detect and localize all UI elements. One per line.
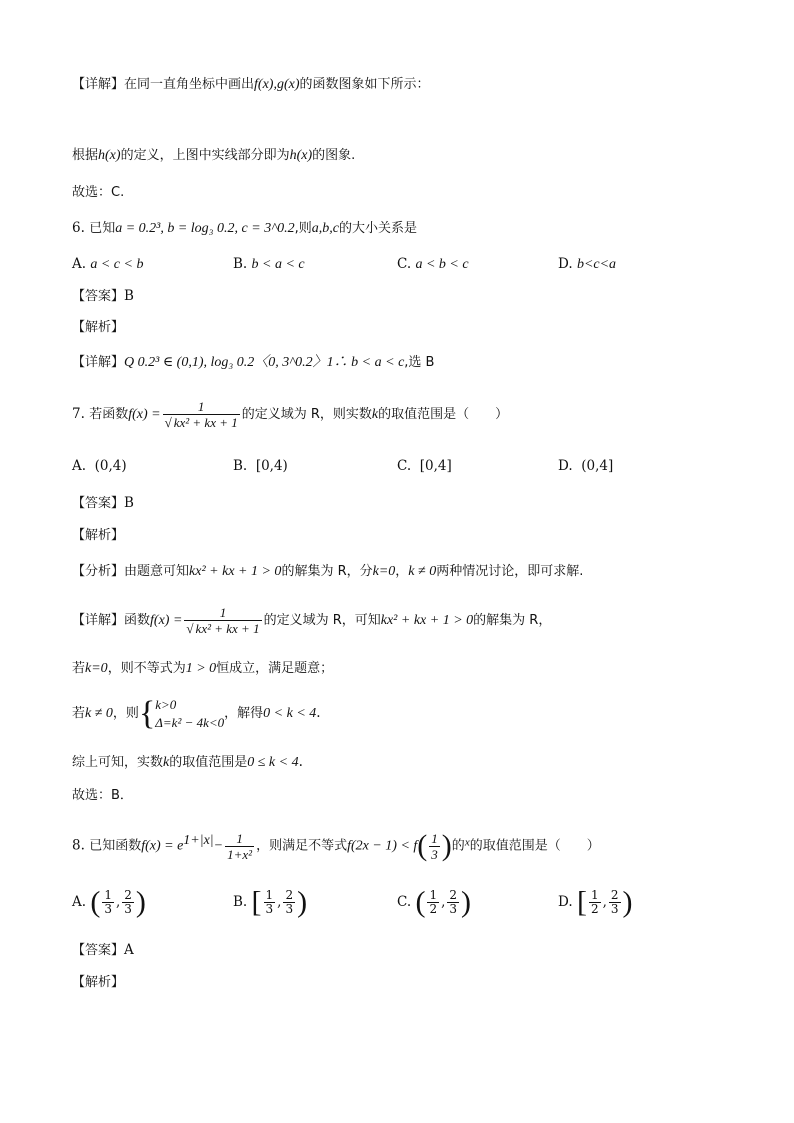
paren-right: ) — [441, 829, 452, 862]
fraction-denominator: 3 — [104, 902, 112, 916]
option-label: D. — [558, 458, 573, 474]
q7-summary — [72, 752, 303, 773]
comma: , — [273, 77, 277, 92]
option-value: [0,4) — [255, 458, 288, 474]
fraction-numerator: 2 — [285, 888, 294, 902]
interval-low — [102, 889, 114, 916]
intro-choice — [72, 182, 124, 203]
analysis-tag: 【解析】 — [72, 528, 125, 543]
detail-text-3: 的解集为 R， — [473, 613, 552, 628]
interval-low — [427, 889, 439, 916]
q8-option-d: D. [ $\frac{1}{2}$ , $\frac{2}{3}$ ) — [558, 885, 633, 919]
reason-text-3: ， — [395, 564, 409, 579]
fraction-denominator: 3 — [610, 902, 619, 916]
q8-text-4: 的取值范围是（ ） — [469, 838, 600, 854]
question-number: 6. — [72, 220, 85, 236]
fraction-numerator: 1 — [431, 830, 438, 846]
question-number: 8. — [72, 837, 85, 854]
fx-expr: f(x) — [254, 77, 274, 92]
system-brace: { — [138, 694, 156, 732]
q7-text: 若函数 — [89, 407, 129, 422]
option-value: a < b < c — [415, 257, 469, 272]
q7-option-c — [397, 456, 452, 476]
definition-line — [72, 145, 355, 166]
fraction-denominator: 3 — [265, 902, 274, 916]
system-line-1: k>0 — [155, 696, 177, 712]
hx-expr: h(x) — [98, 148, 121, 163]
q8-text-2: ，则满足不等式 — [256, 838, 348, 854]
case-k: k=0 — [85, 661, 108, 676]
intro-detail-line — [72, 74, 430, 95]
q6-detail — [72, 352, 434, 373]
interval-right: ) — [461, 885, 472, 919]
q7-text-3: 的取值范围是（ ） — [378, 407, 509, 422]
q6-option-c — [397, 254, 469, 275]
reason-text-4: 两种情况讨论，即可求解. — [436, 564, 584, 579]
interval-high — [122, 889, 134, 916]
q8-option-c: C. ( $\frac{1}{2}$ , $\frac{2}{3}$ ) — [397, 885, 472, 919]
interval-high — [609, 889, 621, 916]
case-text: 若 — [72, 661, 86, 676]
case-ineq: 1 > 0 — [185, 661, 217, 676]
fraction-denominator: 3 — [124, 902, 132, 916]
option-label: B. — [233, 458, 248, 474]
fraction-denominator: √ kx² + kx + 1 — [164, 415, 238, 430]
q7-case1 — [72, 658, 333, 679]
interval-high — [283, 889, 295, 916]
interval-low — [589, 889, 601, 916]
option-value: a < c < b — [90, 257, 144, 272]
q6-option-b — [233, 254, 305, 275]
q8-lhs: f(x) = e — [141, 838, 184, 854]
q8-option-b: B. [ $\frac{1}{3}$ , $\frac{2}{3}$ ) — [233, 885, 308, 919]
sqrt-radicand: kx² + kx + 1 — [173, 415, 238, 430]
reason-text-2: 的解集为 R，分 — [281, 564, 373, 579]
reasoning-tag: 【分析】 — [72, 564, 125, 579]
case-text-2: ，则 — [112, 706, 139, 721]
q8-text: 已知函数 — [89, 838, 142, 854]
fraction-denominator: √ kx² + kx + 1 — [186, 621, 260, 636]
option-value: b < a < c — [251, 257, 305, 272]
fraction-numerator: 1 — [265, 888, 274, 902]
fraction-denominator: 3 — [431, 846, 438, 862]
fraction-numerator: 1 — [236, 830, 243, 846]
interval-low — [264, 889, 276, 916]
q7-k: k — [371, 407, 379, 422]
option-label: B. — [233, 894, 248, 910]
fraction-numerator: 1 — [219, 605, 227, 620]
case-end: . — [316, 705, 321, 721]
q7-reasoning — [72, 561, 583, 582]
option-label: A. — [72, 256, 87, 272]
fraction-numerator: 1 — [590, 888, 599, 902]
detail-lhs: f(x) = — [150, 613, 183, 628]
q6-detail-expr: Q 0.2³ ∈ (0,1), log₃ 0.2〈0, 3^0.2〉1∴ b < a < c — [124, 355, 405, 370]
analysis-tag: 【解析】 — [72, 320, 125, 335]
inequality-system — [155, 696, 224, 732]
q6-text: 已知 — [89, 221, 116, 236]
case-text-3: 恒成立，满足题意； — [216, 661, 334, 676]
case-text-3: ，解得 — [224, 706, 264, 721]
q7-stem — [72, 396, 508, 433]
gx-expr: g(x) — [276, 77, 300, 92]
option-label: C. — [397, 458, 412, 474]
interval-right: ) — [297, 885, 308, 919]
q8-arg-fraction — [429, 831, 440, 862]
q8-fraction — [225, 831, 254, 862]
interval-right: ) — [135, 885, 146, 919]
detail-tag: 【详解】 — [72, 613, 125, 628]
q6-text-3: 的大小关系是 — [338, 221, 417, 236]
reason-text: 由题意可知 — [124, 564, 190, 579]
answer-value: A — [124, 942, 134, 958]
fraction-numerator: 1 — [104, 888, 112, 902]
q8-minus: − — [213, 838, 224, 854]
intro-text: 在同一直角坐标中画出 — [124, 77, 255, 92]
q8-exponent: 1+|x| — [183, 833, 214, 848]
q6-option-d — [558, 254, 616, 275]
option-label: D. — [558, 894, 573, 910]
interval-high — [447, 889, 459, 916]
q6-expr: a = 0.2³, b = log₃ 0.2, c = 3^0.2 — [115, 221, 295, 236]
intro-text-2: 的函数图象如下所示： — [299, 77, 430, 92]
case-text: 若 — [72, 706, 86, 721]
q6-option-a — [72, 254, 143, 275]
paren-left: ( — [417, 829, 428, 862]
answer-tag: 【答案】 — [72, 289, 125, 304]
q6-text-2: ,则 — [294, 221, 312, 236]
def-text: 根据 — [72, 148, 99, 163]
case-text-2: ，则不等式为 — [107, 661, 186, 676]
summary-result: 0 ≤ k < 4 — [247, 755, 299, 770]
q7-option-b — [233, 456, 288, 476]
detail-tag: 【详解】 — [72, 77, 125, 92]
answer-value: B — [124, 495, 134, 511]
q7-analysis-tag — [72, 525, 124, 546]
summary-text-2: 的取值范围是 — [169, 755, 248, 770]
summary-k: k — [163, 755, 170, 770]
fraction-numerator: 2 — [610, 888, 619, 902]
q7-detail — [72, 602, 551, 639]
q8-text-3: 的 — [451, 838, 465, 854]
fraction-numerator: 1 — [197, 399, 205, 414]
interval-left: ( — [90, 885, 101, 919]
detail-text: 函数 — [124, 613, 151, 628]
fraction-denominator: 2 — [590, 902, 599, 916]
option-label: C. — [397, 894, 412, 910]
fraction-denominator: 1+x² — [227, 846, 253, 862]
q7-fraction — [163, 399, 240, 430]
question-number: 7. — [72, 406, 85, 422]
q6-detail-end: ,选 B — [404, 355, 435, 370]
choice-text: 故选：C. — [72, 185, 125, 200]
q8-stem — [72, 822, 600, 866]
q7-case2 — [72, 693, 321, 734]
interval-left: [ — [251, 885, 262, 919]
q6-vars: a,b,c — [311, 221, 339, 236]
reason-kne: k ≠ 0 — [408, 564, 437, 579]
hx-expr-2: h(x) — [289, 148, 313, 163]
q7-detail-fraction — [184, 605, 261, 636]
q6-analysis-tag — [72, 317, 124, 338]
q7-option-d — [558, 456, 613, 476]
option-label: B. — [233, 256, 248, 272]
q7-answer — [72, 493, 134, 514]
q8-ineq: f(2x − 1) < f — [347, 838, 418, 854]
q7-choice — [72, 785, 133, 806]
answer-value: B — [124, 288, 134, 304]
sqrt-radicand: kx² + kx + 1 — [195, 621, 260, 636]
summary-end: . — [298, 754, 303, 770]
q8-answer — [72, 940, 134, 961]
fraction-numerator: 2 — [449, 888, 458, 902]
fraction-denominator: 2 — [429, 902, 438, 916]
case-k: k ≠ 0 — [85, 706, 113, 721]
case-result: 0 < k < 4 — [263, 706, 317, 721]
option-value: b<c<a — [576, 257, 617, 272]
q6-answer — [72, 286, 134, 307]
q7-text-2: 的定义域为 R，则实数 — [241, 407, 372, 422]
detail-text-2: 的定义域为 R，可知 — [263, 613, 381, 628]
analysis-tag: 【解析】 — [72, 975, 125, 990]
detail-tag: 【详解】 — [72, 355, 125, 370]
answer-tag: 【答案】 — [72, 943, 125, 958]
interval-left: [ — [576, 885, 587, 919]
q7-lhs: f(x) = — [128, 407, 161, 422]
fraction-numerator: 2 — [124, 888, 132, 902]
option-value: [0,4] — [419, 458, 452, 474]
q7-option-a — [72, 456, 127, 476]
q8-option-a: A. ( $\frac{1}{3}$ , $\frac{2}{3}$ ) — [72, 885, 146, 919]
option-label: D. — [558, 256, 573, 272]
def-text-3: 的图象. — [312, 148, 356, 163]
option-value: (0,4] — [581, 458, 614, 474]
q8-x: x — [464, 836, 470, 849]
reason-expr: kx² + kx + 1 > 0 — [189, 564, 282, 579]
fraction-numerator: 1 — [429, 888, 438, 902]
option-label: C. — [397, 256, 412, 272]
interval-left: ( — [415, 885, 426, 919]
answer-tag: 【答案】 — [72, 496, 125, 511]
q8-analysis-tag — [72, 972, 124, 993]
option-label: A. — [72, 894, 87, 910]
option-value: (0,4) — [94, 458, 127, 474]
choice-text: 故选：B． — [72, 788, 133, 803]
summary-text: 综上可知，实数 — [72, 755, 164, 770]
q6-stem — [72, 218, 417, 239]
interval-right: ) — [622, 885, 633, 919]
detail-expr: kx² + kx + 1 > 0 — [380, 613, 474, 628]
fraction-denominator: 3 — [285, 902, 294, 916]
def-text-2: 的定义，上图中实线部分即为 — [120, 148, 290, 163]
option-label: A. — [72, 458, 87, 474]
fraction-denominator: 3 — [449, 902, 458, 916]
reason-k0: k=0 — [372, 564, 396, 579]
system-line-2: Δ=k² − 4k<0 — [155, 714, 225, 730]
